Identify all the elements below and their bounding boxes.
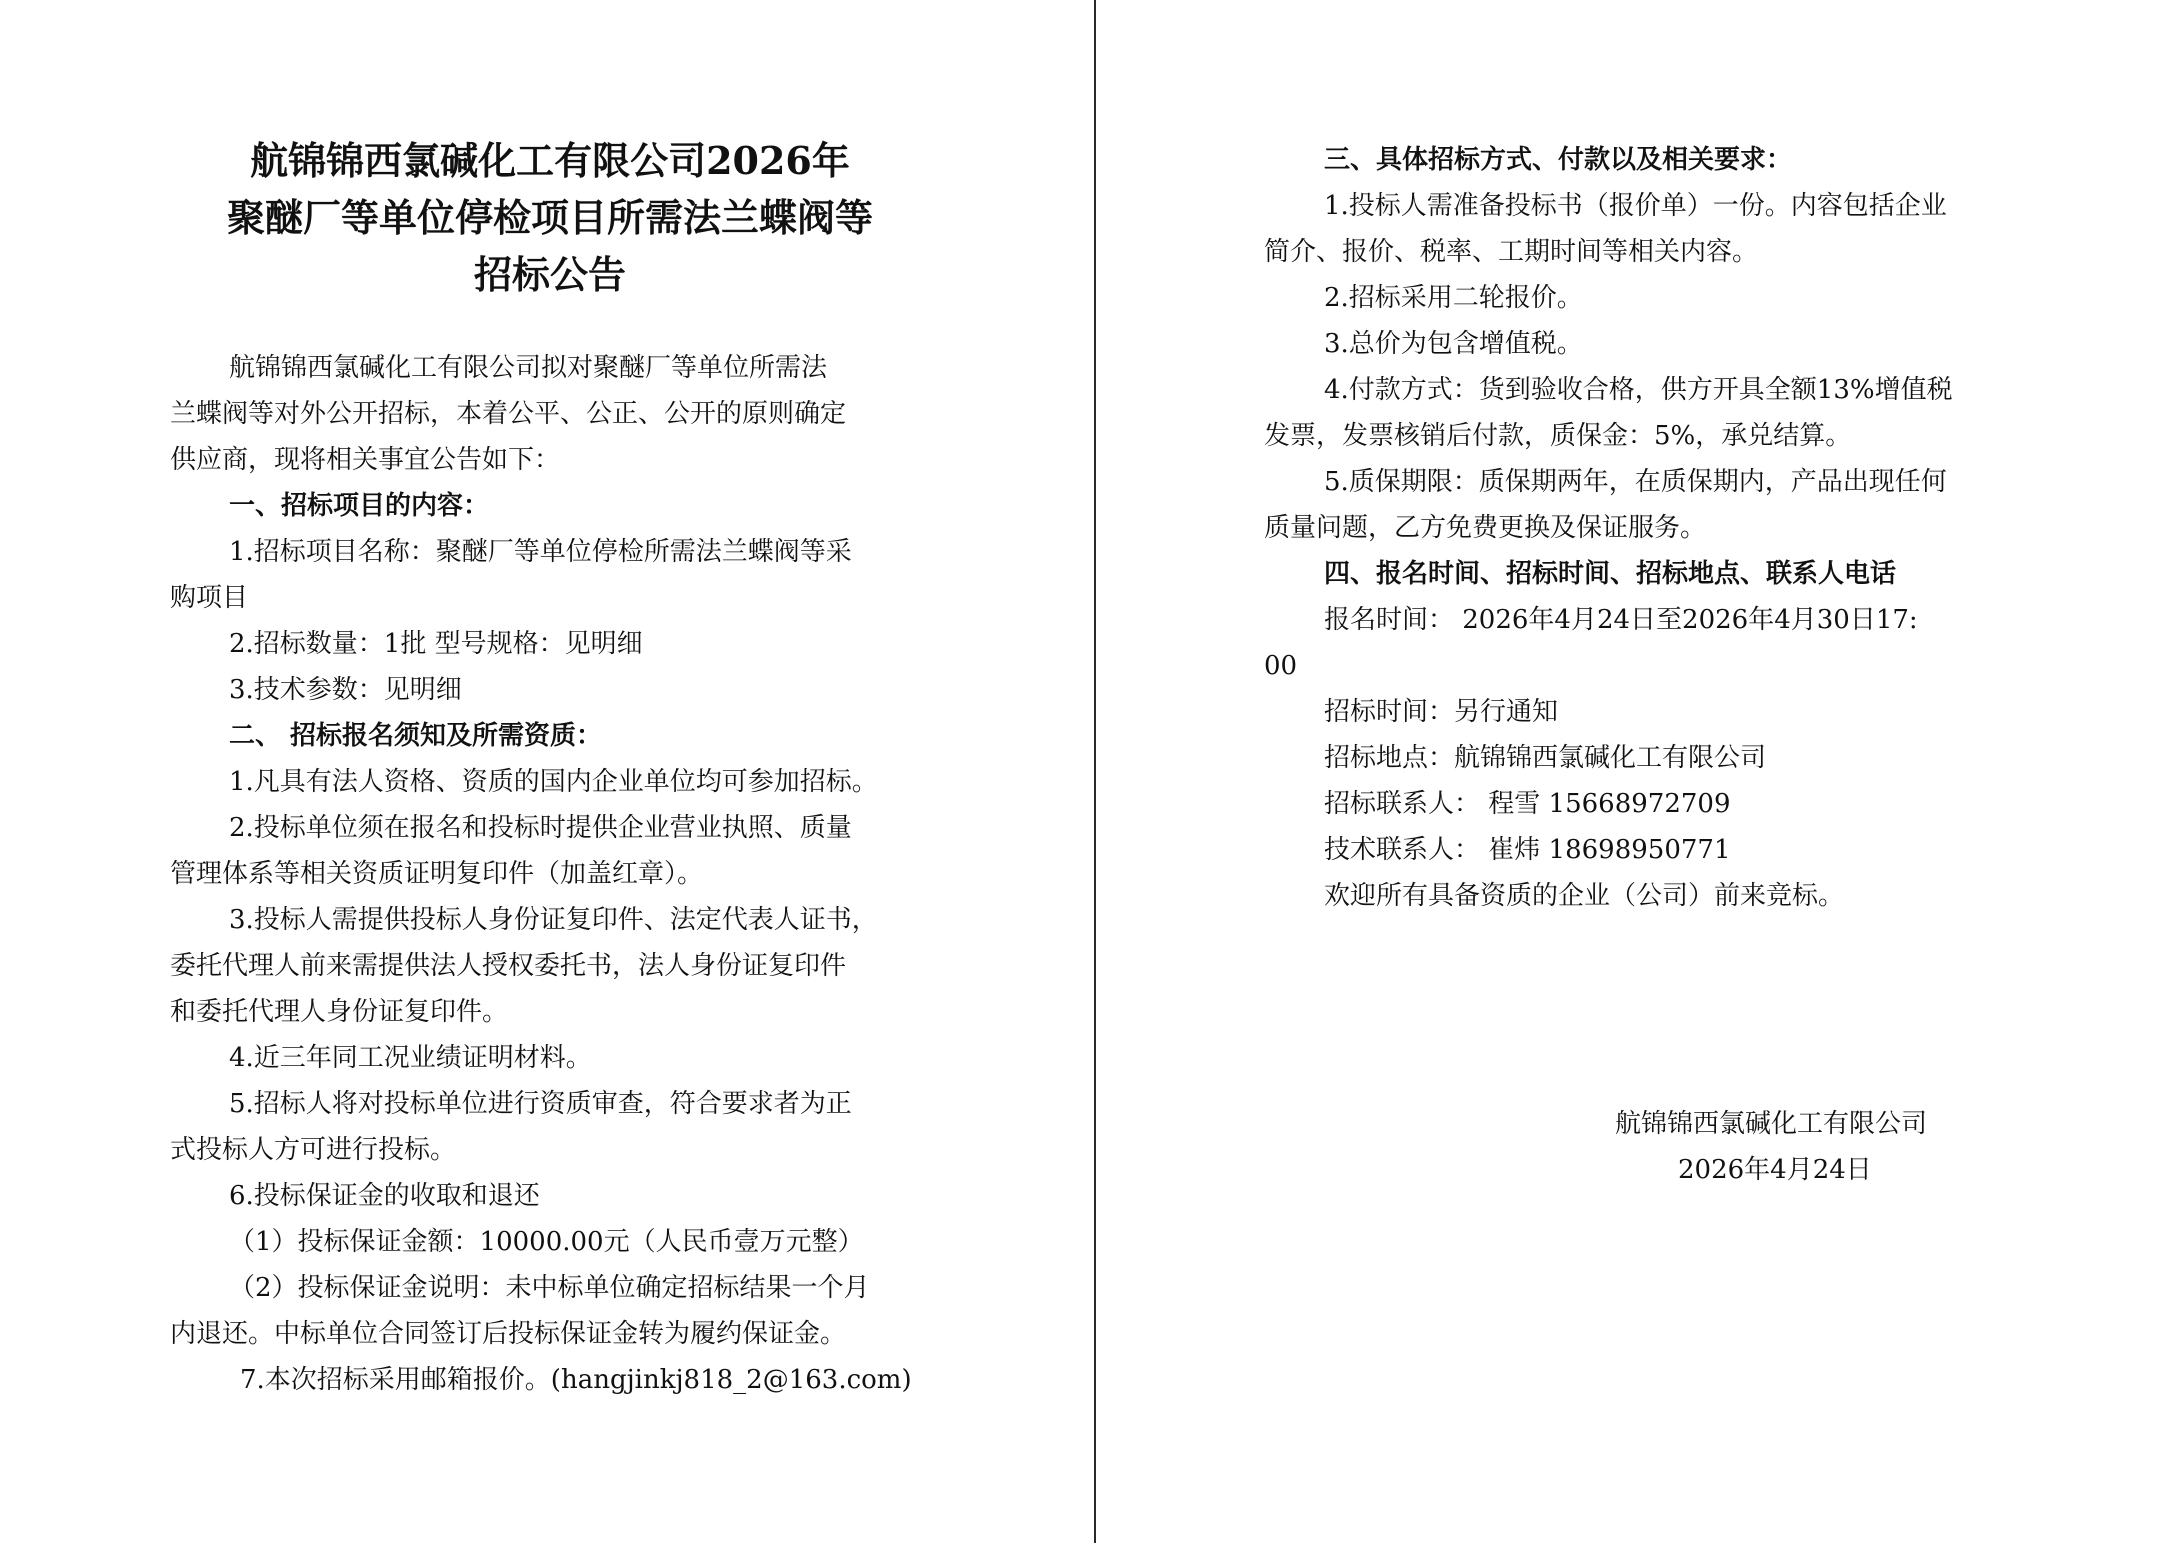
section2-item-2: 2.投标单位须在报名和投标时提供企业营业执照、质量 xyxy=(229,813,852,843)
right-page xyxy=(1096,0,2184,1543)
intro-line-3: 供应商，现将相关事宜公告如下： xyxy=(170,445,561,475)
section1-item-1-cont: 购项目 xyxy=(170,583,249,613)
section1-heading: 一、招标项目的内容： xyxy=(229,491,490,521)
section3-item-5: 5.质保期限：质保期两年，在质保期内，产品出现任何 xyxy=(1324,467,1947,497)
section2-item-6: 6.投标保证金的收取和退还 xyxy=(229,1181,540,1211)
section3-item-4-cont: 发票，发票核销后付款，质保金：5%，承兑结算。 xyxy=(1264,421,1852,451)
section3-item-5-cont: 质量问题，乙方免费更换及保证服务。 xyxy=(1264,513,1707,543)
section2-item-4: 4.近三年同工况业绩证明材料。 xyxy=(229,1043,592,1073)
section3-item-1-cont: 简介、报价、税率、工期时间等相关内容。 xyxy=(1264,237,1759,267)
section3-item-3: 3.总价为包含增值税。 xyxy=(1324,329,1583,359)
title-line-1: 航锦锦西氯碱化工有限公司2026年 xyxy=(250,138,850,183)
section2-item-3-cont-1: 委托代理人前来需提供法人授权委托书，法人身份证复印件 xyxy=(170,951,847,981)
section3-item-2: 2.招标采用二轮报价。 xyxy=(1324,283,1583,313)
signature-company: 航锦锦西氯碱化工有限公司 xyxy=(1615,1109,1928,1139)
title-line-2: 聚醚厂等单位停检项目所需法兰蝶阀等 xyxy=(226,195,873,240)
section2-item-3-cont-2: 和委托代理人身份证复印件。 xyxy=(170,997,509,1027)
intro-line-1: 航锦锦西氯碱化工有限公司拟对聚醚厂等单位所需法 xyxy=(229,353,828,383)
section3-item-4: 4.付款方式：货到验收合格，供方开具全额13%增值税 xyxy=(1324,375,1953,405)
section2-item-7: 7.本次招标采用邮箱报价。(hangjinkj818_2@163.com) xyxy=(240,1365,912,1395)
technical-contact: 技术联系人： 崔炜 18698950771 xyxy=(1324,835,1731,865)
section2-item-5: 5.招标人将对投标单位进行资质审查，符合要求者为正 xyxy=(229,1089,852,1119)
signature-date: 2026年4月24日 xyxy=(1678,1155,1872,1185)
title-line-3: 招标公告 xyxy=(473,252,626,297)
section2-item-3: 3.投标人需提供投标人身份证复印件、法定代表人证书， xyxy=(229,905,878,935)
section1-item-1: 1.招标项目名称：聚醚厂等单位停检所需法兰蝶阀等采 xyxy=(229,537,852,567)
bidding-location: 招标地点：航锦锦西氯碱化工有限公司 xyxy=(1324,743,1767,773)
section2-item-5-cont: 式投标人方可进行投标。 xyxy=(170,1135,457,1165)
bidding-time: 招标时间：另行通知 xyxy=(1324,697,1559,727)
section1-item-3: 3.技术参数：见明细 xyxy=(229,675,462,705)
section3-item-1: 1.投标人需准备投标书（报价单）一份。内容包括企业 xyxy=(1324,191,1947,221)
section2-heading: 二、 招标报名须知及所需资质： xyxy=(229,721,603,751)
section1-item-2: 2.招标数量：1批 型号规格：见明细 xyxy=(229,629,643,659)
intro-line-2: 兰蝶阀等对外公开招标，本着公平、公正、公开的原则确定 xyxy=(170,399,847,429)
section2-item-6-2-cont: 内退还。中标单位合同签订后投标保证金转为履约保证金。 xyxy=(170,1319,847,1349)
section2-item-6-1: （1）投标保证金额：10000.00元（人民币壹万元整） xyxy=(229,1227,864,1257)
welcome-line: 欢迎所有具备资质的企业（公司）前来竞标。 xyxy=(1324,881,1845,911)
section4-heading: 四、报名时间、招标时间、招标地点、联系人电话 xyxy=(1324,559,1897,589)
section2-item-6-2: （2）投标保证金说明：未中标单位确定招标结果一个月 xyxy=(229,1273,870,1303)
section2-item-1: 1.凡具有法人资格、资质的国内企业单位均可参加招标。 xyxy=(229,767,878,797)
registration-time: 报名时间： 2026年4月24日至2026年4月30日17: xyxy=(1324,605,1918,635)
document-title xyxy=(160,132,940,303)
section2-item-2-cont: 管理体系等相关资质证明复印件（加盖红章）。 xyxy=(170,859,704,889)
section3-heading: 三、具体招标方式、付款以及相关要求： xyxy=(1324,145,1793,175)
bidding-contact: 招标联系人： 程雪 15668972709 xyxy=(1324,789,1731,819)
registration-time-cont: 00 xyxy=(1264,651,1298,681)
